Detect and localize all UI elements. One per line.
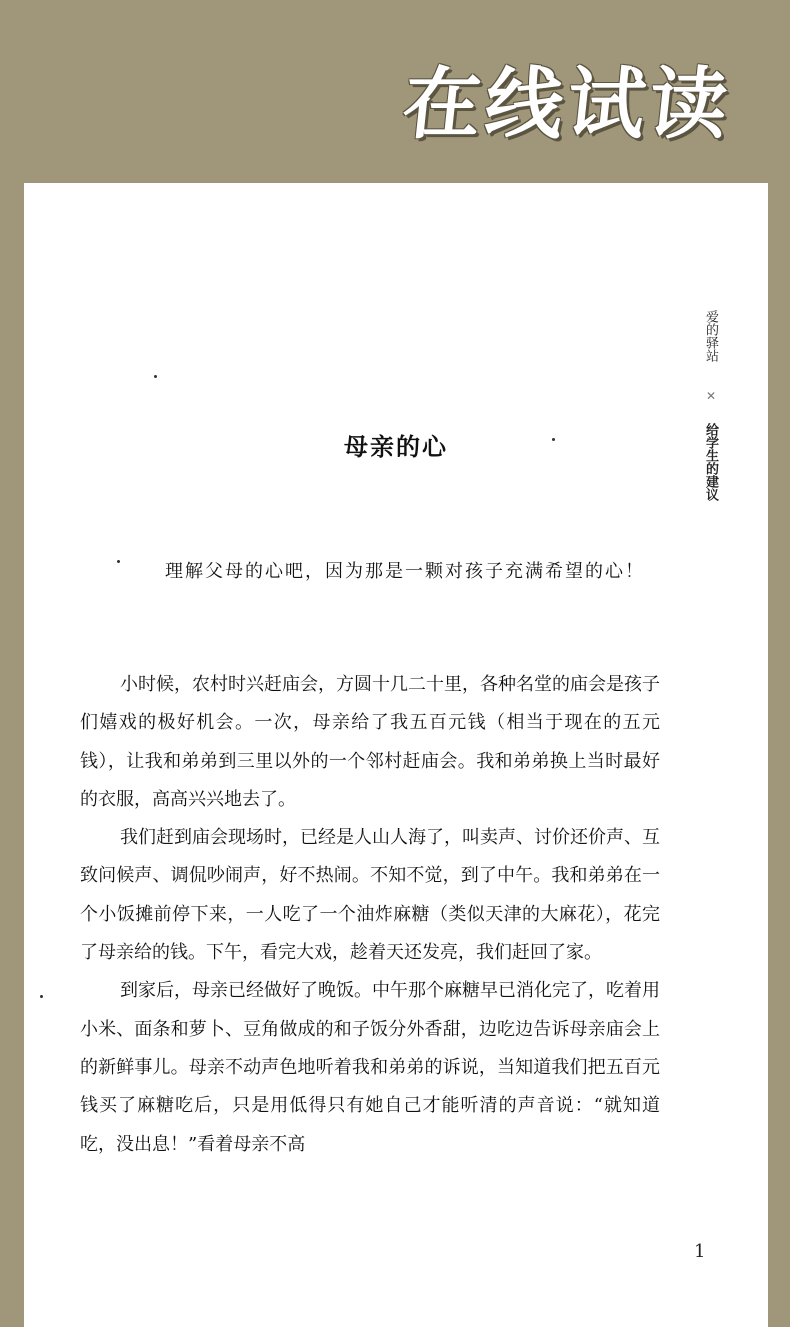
running-header-separator: ✕: [706, 389, 717, 403]
chapter-body: [80, 666, 660, 1164]
chapter-title: 母亲的心: [344, 432, 448, 461]
scan-speck: [40, 995, 43, 998]
banner-title: 在线试读: [398, 60, 736, 150]
scan-speck: [154, 375, 157, 378]
body-paragraph: 小时候，农村时兴赶庙会，方圆十几二十里，各种名堂的庙会是孩子们嬉戏的极好机会。一次，母亲给了我五百元钱（相当于现在的五元钱），让我和弟弟到三里以外的一个邻村赶庙会。我和弟弟换上当时最好的衣服，高高兴兴地去了。: [80, 674, 660, 810]
chapter-epigraph: 理解父母的心吧，因为那是一颗对孩子充满希望的心！: [165, 561, 645, 582]
scan-speck: [552, 438, 555, 441]
book-page: [24, 183, 768, 1327]
body-paragraph: 到家后，母亲已经做好了晚饭。中午那个麻糖早已消化完了，吃着用小米、面条和萝卜、豆角做成的和子饭分外香甜，边吃边告诉母亲庙会上的新鲜事儿。母亲不动声色地听着我和弟弟的诉说，当知道我们把五百元钱买了麻糖吃后，只是用低得只有她自己才能听清的声音说：“就知道吃，没出息！”看着母亲不高: [80, 980, 660, 1155]
running-header-book-title: 给学生的建议: [703, 423, 718, 501]
running-header-series: 爱的驿站: [703, 310, 718, 362]
page-number: 1: [694, 1241, 706, 1262]
body-paragraph: 我们赶到庙会现场时，已经是人山人海了，叫卖声、讨价还价声、互致问候声、调侃吵闹声，好不热闹。不知不觉，到了中午。我和弟弟在一个小饭摊前停下来，一人吃了一个油炸麻糖（类似天津的大麻花），花完了母亲给的钱。下午，看完大戏，趁着天还发亮，我们赶回了家。: [80, 827, 660, 964]
scan-speck: [117, 560, 120, 563]
